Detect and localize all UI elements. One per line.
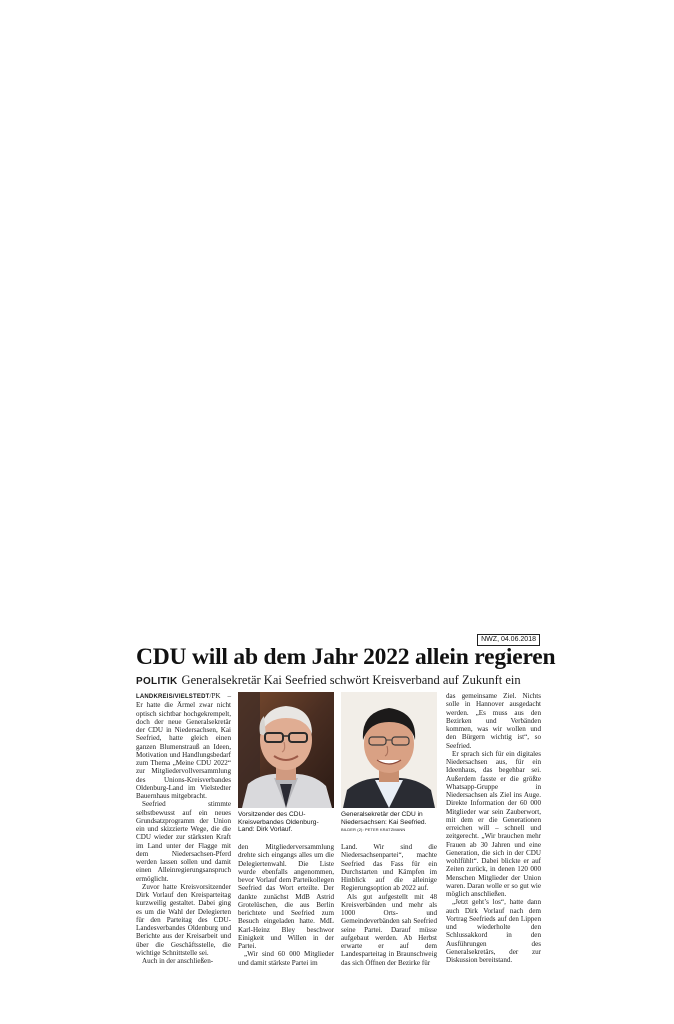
paragraph: „Wir sind 60 000 Mitglieder und damit stärkste Partei im bbox=[238, 950, 334, 967]
paragraph: Land. Wir sind die Niedersachsenpartei“, machte Seefried das Fass für ein Durchstarten und Kämpfen im Hinblick auf die alleinige Regierungsoption ab 2022 auf. bbox=[341, 843, 437, 893]
paragraph: Als gut aufgestellt mit 48 Kreisverbänden und mehr als 1000 Orts- und Gemeindeverbänden sah Seefried seine Partei. Darauf müsse aufgebaut werden. Ab Herbst erwarte er auf dem Landesparteitag in Braunschweig das sich Öffnen der Bezirke für bbox=[341, 892, 437, 967]
paragraph: das gemeinsame Ziel. Nichts solle in Hannover ausgedacht werden. „Es muss aus den Bezirken und Verbänden kommen, was wir wollen und den Bürgern wichtig ist“, so Seefried. bbox=[446, 692, 541, 750]
photo-dirk-vorlauf bbox=[238, 692, 334, 808]
portrait-image bbox=[238, 692, 334, 808]
photo-caption bbox=[341, 811, 437, 834]
dateline: LANDKREIS/VIELSTEDT bbox=[136, 694, 210, 700]
article-column-4 bbox=[446, 692, 541, 964]
portrait-image bbox=[341, 692, 437, 808]
paragraph: Seefried stimmte selbstbewusst auf ein neues Grundsatzprogramm der Union ein und skizzierte Wege, die die CDU wieder zur stärksten Kraft im Land unter der Flagge mit dem Niedersachsen-Pferd werden lassen sollen und damit einen Alleinregierungsanspruch ermöglicht. bbox=[136, 800, 231, 883]
newspaper-clipping bbox=[134, 634, 556, 967]
photo-caption: Vorsitzender des CDU-Kreisverbandes Oldenburg-Land: Dirk Vorlauf. bbox=[238, 811, 319, 834]
paragraph: Zuvor hatte Kreisvorsitzender Dirk Vorlauf den Kreisparteitag kurzweilig gestaltet. Dabei ging es um die Wahl der Delegierten für den Parteitag des CDU-Landesverbandes Oldenburg und Berichte aus der Kreisarbeit und über die Geschäftsstelle, die wichtige Schnittstelle sei. bbox=[136, 882, 231, 957]
article-column-3 bbox=[341, 843, 437, 967]
paragraph: Er sprach sich für ein digitales Niedersachsen aus, für ein Ideenhaus, das begehbar sei. Außerdem fasste er die größte Whatsapp-Gruppe in Niedersachsen als Ziel ins Auge. Direkte Information der 60 000 Mitglieder war sein Zauberwort, mit dem er die Generationen erreichen will – schnell und zeitgerecht. „Wir brauchen mehr Frauen ab 30 Jahren und eine Generation, die sich in der CDU wohlfühlt“. Dabei blickte er auf Zeiten zurück, in denen 120 000 Menschen Mitglieder der Union waren. Daran wolle er so gut wie möglich anschließen. bbox=[446, 749, 541, 898]
author-tag: /PK bbox=[209, 692, 221, 700]
lead-paragraph bbox=[136, 692, 231, 800]
caption-text: Generalsekretär der CDU in Niedersachsen: Kai Seefried. bbox=[341, 811, 427, 826]
article-column-1 bbox=[136, 692, 231, 965]
rubric-label: POLITIK bbox=[136, 676, 178, 687]
headline: CDU will ab dem Jahr 2022 allein regieren bbox=[136, 644, 556, 670]
paragraph-text: – Er hatte die Ärmel zwar nicht optisch sichtbar hochgekrempelt, doch der neue Generalsekretär der CDU in Niedersachsen, Kai Seefried, hatte gleich einen ganzen Blumenstrauß an Ideen, Motivation und Handlungsbedarf zum Thema „Meine CDU 2022“ zur Mitgliedervollversammlung des Unions-Kreisverbandes Oldenburg-Land im Vielstedter Bauernhaus mitgebracht. bbox=[136, 692, 231, 800]
paragraph: „Jetzt geht’s los“, hatte dann auch Dirk Vorlauf nach dem Vortrag Seefrieds auf den Lippen und wiederholte den Schlussakkord in den Ausführungen des Generalsekretärs, der zur Diskussion bereitstand. bbox=[446, 898, 541, 964]
photo-kai-seefried bbox=[341, 692, 437, 808]
paragraph: Auch in der anschließen- bbox=[142, 957, 214, 965]
subheadline-line bbox=[136, 673, 542, 689]
photo-credit: BILDER (2): PETER KRATZMANN bbox=[341, 827, 406, 833]
date-badge: NWZ, 04.06.2018 bbox=[477, 634, 540, 646]
article-column-2 bbox=[238, 843, 334, 967]
subheadline: Generalsekretär Kai Seefried schwört Kreisverband auf Zukunft ein bbox=[181, 673, 521, 687]
paragraph: den Mitgliederversammlung drehte sich eingangs alles um die Delegiertenwahl. Die Liste wurde ebenfalls angenommen, bevor Vorlauf dem Parteikollegen Seefried das Wort erteilte. Der dankte zunächst MdB Astrid Grotelüschen, die aus Berlin berichtete und Seefried zum Besuch eingeladen hatte. MdL Karl-Heinz Bley beschwor Einigkeit und Willen in der Partei. bbox=[238, 843, 334, 950]
